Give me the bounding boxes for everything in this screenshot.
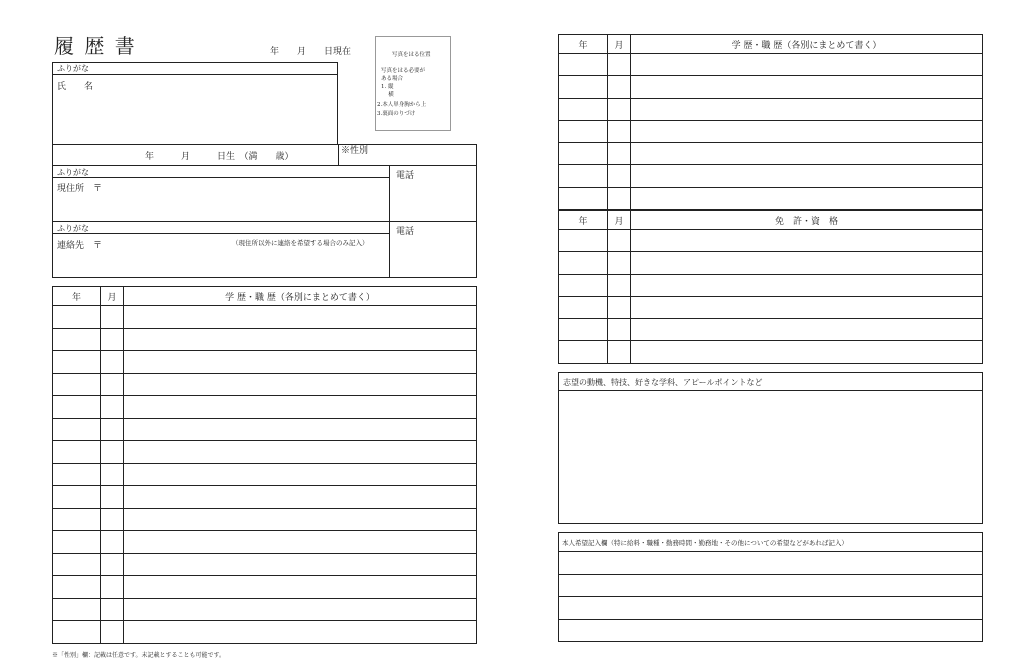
birth-date-line: 年 月 日生 （満 歳） [145,152,294,162]
footnote: ※「性別」欄：記載は任意です。未記載とすることも可能です。 [52,652,226,659]
month-cell[interactable] [608,120,631,142]
col-month-header: 月 [608,211,631,230]
year-cell[interactable] [559,54,608,76]
entry-cell[interactable] [124,621,477,644]
year-cell[interactable] [559,274,608,296]
year-cell[interactable] [53,621,101,644]
licenses-table [558,210,983,364]
entry-cell[interactable] [631,76,983,98]
month-cell[interactable] [101,351,124,374]
name-furigana-label: ふりがな [57,64,89,73]
month-cell[interactable] [608,76,631,98]
year-cell[interactable] [53,576,101,599]
year-cell[interactable] [53,351,101,374]
col-month-header: 月 [608,35,631,54]
year-cell[interactable] [559,120,608,142]
entry-cell[interactable] [631,319,983,341]
month-cell[interactable] [608,98,631,120]
table-row [53,351,477,374]
table-row [53,576,477,599]
year-cell[interactable] [53,486,101,509]
page-title: 履 歴 書 [54,34,137,58]
month-cell[interactable] [608,54,631,76]
table-row [53,441,477,464]
date-line: 年 月 日現在 [270,47,352,57]
month-cell[interactable] [101,328,124,351]
month-cell[interactable] [101,508,124,531]
contact-furigana-divider [53,233,389,234]
year-cell[interactable] [559,296,608,318]
col-title-header: 免 許・資 格 [631,211,983,230]
year-cell[interactable] [53,306,101,329]
entry-cell[interactable] [124,508,477,531]
year-cell[interactable] [559,341,608,363]
wishes-line [559,574,982,575]
entry-cell[interactable] [631,120,983,142]
entry-cell[interactable] [631,252,983,274]
photo-note: 写真をはる必要が [381,68,426,74]
year-cell[interactable] [53,598,101,621]
year-cell[interactable] [559,165,608,187]
entry-cell[interactable] [124,553,477,576]
wishes-box [558,532,983,642]
month-cell[interactable] [101,621,124,644]
entry-cell[interactable] [631,143,983,165]
month-cell[interactable] [608,274,631,296]
contact-phone-label: 電話 [396,227,415,237]
entry-cell[interactable] [631,165,983,187]
month-cell[interactable] [101,418,124,441]
entry-cell[interactable] [124,531,477,554]
table-row [559,274,983,296]
table-row [559,341,983,363]
photo-note: ある場合 [381,76,404,82]
table-row [53,418,477,441]
table-row [53,373,477,396]
table-row [559,252,983,274]
month-cell[interactable] [101,553,124,576]
month-cell[interactable] [101,531,124,554]
contact-furigana-label: ふりがな [57,224,89,233]
month-cell[interactable] [608,319,631,341]
entry-cell[interactable] [124,463,477,486]
table-row [559,230,983,252]
address-furigana-divider [53,177,389,178]
year-cell[interactable] [53,553,101,576]
year-cell[interactable] [53,441,101,464]
entry-cell[interactable] [124,373,477,396]
entry-cell[interactable] [124,328,477,351]
table-row [559,76,983,98]
table-row [559,120,983,142]
month-cell[interactable] [608,187,631,209]
year-cell[interactable] [53,396,101,419]
month-cell[interactable] [608,165,631,187]
table-row [53,508,477,531]
table-row [53,486,477,509]
month-cell[interactable] [101,441,124,464]
table-row [559,165,983,187]
address-phone-label: 電話 [396,171,415,181]
month-cell[interactable] [608,341,631,363]
month-cell[interactable] [101,463,124,486]
year-cell[interactable] [559,143,608,165]
col-year-header: 年 [559,211,608,230]
entry-cell[interactable] [631,296,983,318]
month-cell[interactable] [608,252,631,274]
year-cell[interactable] [559,319,608,341]
table-row [559,98,983,120]
table-row [559,143,983,165]
month-cell[interactable] [608,296,631,318]
col-year-header: 年 [53,287,101,306]
wishes-line [559,619,982,620]
year-cell[interactable] [559,187,608,209]
entry-cell[interactable] [631,274,983,296]
entry-cell[interactable] [124,576,477,599]
month-cell[interactable] [101,373,124,396]
entry-cell[interactable] [124,396,477,419]
table-row [559,187,983,209]
photo-note: 2.本人単身胸から上 [377,102,427,108]
education-work-history-table [52,286,477,644]
address-furigana-label: ふりがな [57,168,89,177]
table-row [53,328,477,351]
photo-note: 横 [381,92,394,98]
name-label: 氏 名 [57,82,94,92]
address-phone-divider [389,165,390,222]
contact-phone-divider [389,221,390,278]
month-cell[interactable] [101,598,124,621]
table-row [53,598,477,621]
entry-cell[interactable] [631,98,983,120]
col-title-header: 学 歴・職 歴（各別にまとめて書く） [124,287,477,306]
table-row [559,54,983,76]
table-row [53,531,477,554]
contact-label: 連絡先 〒 [57,241,103,251]
wishes-line [559,551,982,552]
address-label: 現住所 〒 [57,184,103,194]
col-year-header: 年 [559,35,608,54]
year-cell[interactable] [53,373,101,396]
month-cell[interactable] [608,143,631,165]
entry-cell[interactable] [124,598,477,621]
entry-cell[interactable] [124,306,477,329]
name-field[interactable] [120,76,330,140]
contact-note: （現住所以外に連絡を希望する場合のみ記入） [232,239,369,247]
entry-cell[interactable] [631,54,983,76]
table-row [53,306,477,329]
photo-note: 1. 縦 [381,84,394,90]
table-row [559,296,983,318]
month-cell[interactable] [101,306,124,329]
entry-cell[interactable] [124,418,477,441]
month-cell[interactable] [101,486,124,509]
year-cell[interactable] [559,76,608,98]
col-month-header: 月 [101,287,124,306]
birth-divider [338,144,339,166]
year-cell[interactable] [53,508,101,531]
motivation-divider [559,390,982,391]
entry-cell[interactable] [124,351,477,374]
year-cell[interactable] [559,98,608,120]
wishes-label: 本人希望記入欄（特に給料・職種・勤務時間・勤務地・その他についての希望などがあれば記入） [562,539,848,547]
year-cell[interactable] [53,531,101,554]
year-cell[interactable] [53,463,101,486]
col-title-header: 学 歴・職 歴（各別にまとめて書く） [631,35,983,54]
table-row [559,319,983,341]
motivation-label: 志望の動機、特技、好きな学科、アピールポイントなど [563,378,763,387]
entry-cell[interactable] [631,341,983,363]
furigana-divider [53,74,337,75]
year-cell[interactable] [559,252,608,274]
month-cell[interactable] [101,576,124,599]
year-cell[interactable] [53,418,101,441]
gender-label: ※性別 [341,146,369,156]
entry-cell[interactable] [631,187,983,209]
table-row [53,396,477,419]
year-cell[interactable] [53,328,101,351]
month-cell[interactable] [608,230,631,252]
table-row [53,553,477,576]
photo-title: 写真をはる位置 [392,52,431,58]
entry-cell[interactable] [124,441,477,464]
wishes-line [559,596,982,597]
education-work-history-table-continued [558,34,983,210]
month-cell[interactable] [101,396,124,419]
entry-cell[interactable] [631,230,983,252]
table-row [53,463,477,486]
year-cell[interactable] [559,230,608,252]
entry-cell[interactable] [124,486,477,509]
photo-note: 3.裏面のりづけ [377,111,416,117]
table-row [53,621,477,644]
motivation-field[interactable] [562,394,979,520]
